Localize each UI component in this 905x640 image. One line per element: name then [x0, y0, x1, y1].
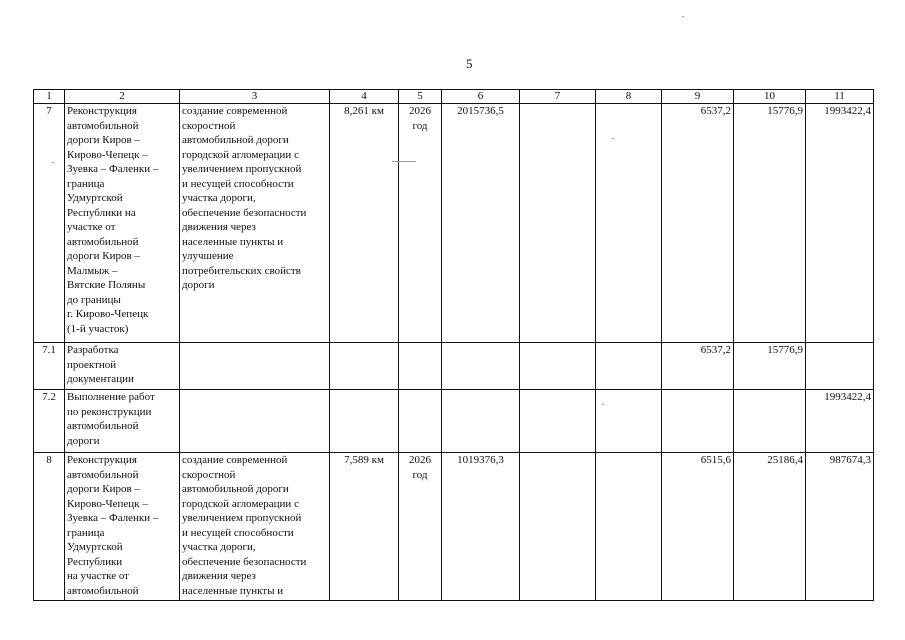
completion-year: 2026 год [399, 104, 442, 343]
cell-col10: 25186,4 [734, 453, 806, 601]
scan-speck [612, 138, 614, 139]
row-id: 7.1 [34, 343, 65, 390]
completion-year [399, 390, 442, 453]
cell-col11: 1993422,4 [806, 390, 874, 453]
table-row-7 [34, 104, 874, 343]
column-header: 11 [806, 90, 874, 104]
total-value: 2015736,5 [442, 104, 520, 343]
table-row-7-1 [34, 343, 874, 390]
cell-col9: 6537,2 [662, 104, 734, 343]
scan-speck [52, 162, 54, 163]
cell-col11: 987674,3 [806, 453, 874, 601]
cell-col9: 6537,2 [662, 343, 734, 390]
table-row-8 [34, 453, 874, 601]
object-purpose [180, 343, 330, 390]
column-header: 10 [734, 90, 806, 104]
total-value [442, 343, 520, 390]
scan-speck [682, 16, 684, 17]
cell-col7 [520, 104, 596, 343]
row-id: 7.2 [34, 390, 65, 453]
cell-col7 [520, 390, 596, 453]
cell-col8 [596, 343, 662, 390]
table-row-7-2 [34, 390, 874, 453]
completion-year [399, 343, 442, 390]
column-header: 9 [662, 90, 734, 104]
page-number: 5 [466, 56, 473, 71]
road-length: 8,261 км [330, 104, 399, 343]
total-value: 1019376,3 [442, 453, 520, 601]
column-header: 4 [330, 90, 399, 104]
object-name: Реконструкция автомобильной дороги Киров – Кирово-Чепецк – Зуевка – Фаленки – граница Удмуртской Республики на участке от автомобильной [65, 453, 180, 601]
row-id: 8 [34, 453, 65, 601]
cell-col7 [520, 343, 596, 390]
investment-table [33, 89, 874, 601]
object-purpose: создание современной скоростной автомобильной дороги городской агломерации с увеличением пропускной и несущей способности участка дороги, обеспечение безопасности движения через населенные пункты и [180, 453, 330, 601]
column-header: 1 [34, 90, 65, 104]
column-header: 5 [399, 90, 442, 104]
cell-col11 [806, 343, 874, 390]
cell-col8 [596, 104, 662, 343]
cell-col8 [596, 453, 662, 601]
cell-col7 [520, 453, 596, 601]
object-name: Выполнение работ по реконструкции автомобильной дороги [65, 390, 180, 453]
cell-col10 [734, 390, 806, 453]
object-name: Реконструкция автомобильной дороги Киров – Кирово-Чепецк – Зуевка – Фаленки – граница Удмуртской Республики на участке от автомобильной дороги Киров – Малмыж – Вятские Поляны до границы г. Кирово-Чепецк (1-й участок) [65, 104, 180, 343]
total-value [442, 390, 520, 453]
road-length [330, 343, 399, 390]
scan-speck [602, 404, 604, 405]
column-number-row [34, 90, 874, 104]
column-header: 3 [180, 90, 330, 104]
object-purpose: создание современной скоростной автомобильной дороги городской агломерации с увеличением пропускной и несущей способности участка дороги, обеспечение безопасности движения через населенные пункты и улучшение потребительских свойств дороги [180, 104, 330, 343]
row-id: 7 [34, 104, 65, 343]
scan-speck [392, 161, 416, 162]
column-header: 7 [520, 90, 596, 104]
object-purpose [180, 390, 330, 453]
completion-year: 2026 год [399, 453, 442, 601]
cell-col10: 15776,9 [734, 343, 806, 390]
object-name: Разработка проектной документации [65, 343, 180, 390]
cell-col11: 1993422,4 [806, 104, 874, 343]
column-header: 2 [65, 90, 180, 104]
road-length [330, 390, 399, 453]
column-header: 6 [442, 90, 520, 104]
cell-col9: 6515,6 [662, 453, 734, 601]
cell-col9 [662, 390, 734, 453]
road-length: 7,589 км [330, 453, 399, 601]
cell-col10: 15776,9 [734, 104, 806, 343]
cell-col8 [596, 390, 662, 453]
column-header: 8 [596, 90, 662, 104]
